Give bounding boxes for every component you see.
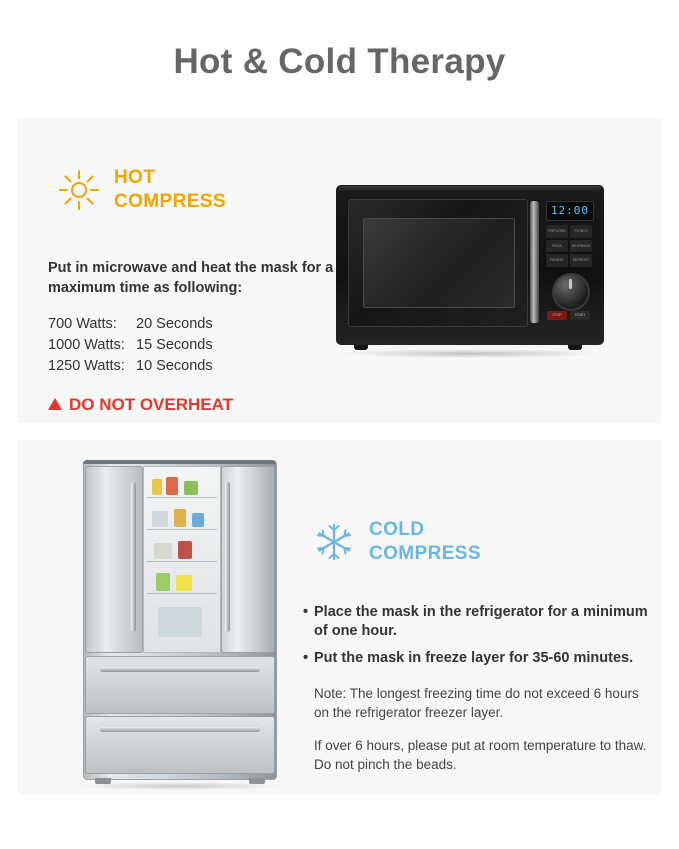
fridge-shelf [147,593,217,594]
microwave-dial [552,273,590,311]
hot-compress-title [114,166,226,214]
microwave-control-panel [544,199,594,325]
warning-text: DO NOT OVERHEAT [69,395,234,414]
microwave-door [348,199,528,327]
cold-title-line2: COMPRESS [369,543,481,564]
refrigerator-drawer [85,656,275,714]
fridge-shelf [147,529,217,530]
cold-title-line1: COLD [369,519,425,540]
fridge-crisper [158,607,202,637]
microwave-top-edge [338,186,602,192]
drawer-handle [100,667,260,672]
wattage-row [48,335,348,356]
hot-instructions [48,258,348,415]
wattage-label: 1250 Watts: [48,358,125,374]
refrigerator-shadow [77,782,283,790]
cold-bullet-item [303,603,648,641]
fridge-item [184,481,198,495]
cold-note: Note: The longest freezing time do not exceed 6 hours on the refrigerator freezer layer. [314,686,639,720]
refrigerator-door-handle [131,482,136,632]
fridge-item [156,573,170,591]
fridge-item [174,509,186,527]
sun-icon [58,169,100,211]
microwave-illustration [336,185,604,357]
fridge-item [154,543,172,559]
cold-bullet-text: Put the mask in freeze layer for 35-60 minutes. [314,650,634,666]
microwave-key: POTATO [570,225,592,238]
fridge-item [166,477,178,495]
bullet-dot-icon: • [303,650,309,666]
hot-compress-heading [58,166,226,214]
hot-title-line2: COMPRESS [114,191,226,212]
fridge-item [152,511,168,527]
drawer-handle [100,727,260,732]
cold-bullet-item [303,649,648,668]
wattage-time: 20 Seconds [136,316,213,332]
snowflake-icon [313,521,355,563]
fridge-item [178,541,192,559]
bullet-dot-icon: • [303,604,309,620]
microwave-shadow [342,349,598,358]
refrigerator-illustration [73,460,293,790]
cold-note: If over 6 hours, please put at room temperature to thaw. Do not pinch the beads. [314,738,647,772]
microwave-key: BEVERAGE [570,240,592,253]
fridge-shelf [147,561,217,562]
cold-bullet-text: Place the mask in the refrigerator for a minimum of one hour. [314,604,648,639]
wattage-label: 700 Watts: [48,316,117,332]
microwave-key: REHEAT [546,254,568,267]
overheat-warning [48,395,348,415]
wattage-row [48,356,348,377]
refrigerator-interior [143,466,221,653]
warning-triangle-icon [48,398,62,410]
hot-compress-panel [18,118,661,423]
fridge-item [152,479,162,495]
microwave-handle [530,201,539,323]
cold-compress-heading [313,518,481,566]
hot-title-line1: HOT [114,167,156,188]
microwave-key: DEFROST [570,254,592,267]
microwave-key: PIZZA [546,240,568,253]
microwave-display: 12:00 [546,201,594,221]
cold-compress-title [369,518,481,566]
refrigerator-door-handle [225,482,230,632]
microwave-stop-button: STOP [547,311,567,320]
refrigerator-top-edge [83,460,275,464]
refrigerator-drawer [85,716,275,774]
cold-compress-panel [18,440,661,795]
fridge-shelf [147,497,217,498]
microwave-start-button: START [570,311,590,320]
wattage-time: 10 Seconds [136,358,213,374]
microwave-keypad [546,225,592,267]
fridge-item [192,513,204,527]
hot-lead-text: Put in microwave and heat the mask for a maximum time as following: [48,260,334,296]
wattage-label: 1000 Watts: [48,337,125,353]
wattage-time: 15 Seconds [136,337,213,353]
microwave-window [363,218,515,308]
wattage-row [48,314,348,335]
fridge-item [176,575,192,591]
microwave-key: POPCORN [546,225,568,238]
cold-instructions [303,603,648,774]
page-title: Hot & Cold Therapy [173,42,506,81]
